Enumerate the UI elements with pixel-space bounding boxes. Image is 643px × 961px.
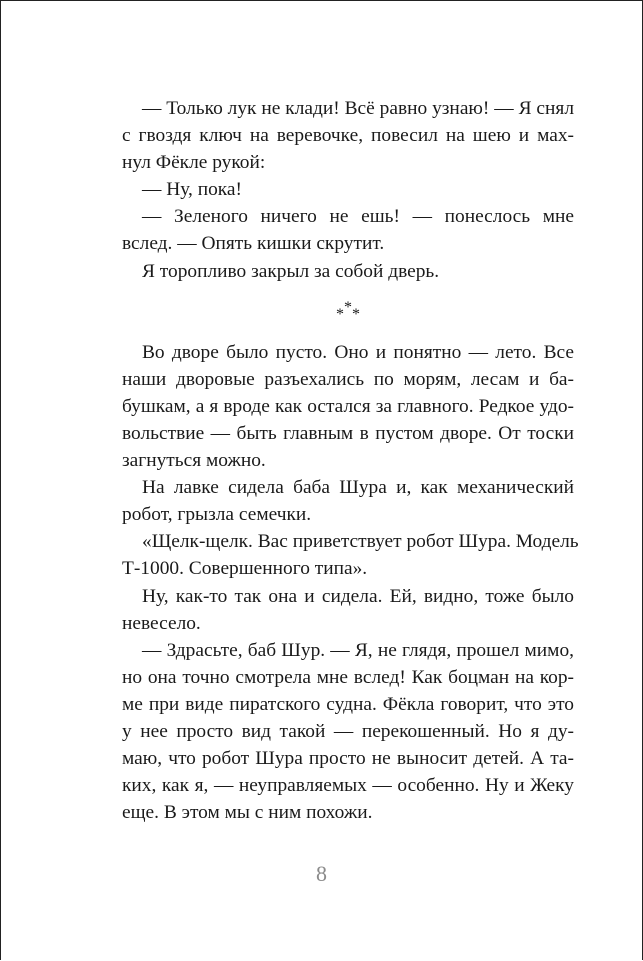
text-line: — Только лук не клади! Всё равно узнаю! — Я снял [142, 98, 574, 119]
text-line: Т-1000. Совершенного типа». [122, 558, 368, 580]
text-line: — Ну, пока! [142, 179, 242, 201]
text-line: «Щелк-щелк. Вас приветствует робот Шура. Модель [142, 531, 579, 553]
text-line: Я торопливо закрыл за собой дверь. [142, 260, 440, 282]
text-line: Ну, как-то так она и сидела. Ей, видно, тоже было [142, 585, 574, 607]
text-line: наши дворовые разъехались по морям, лесам и ба- [122, 368, 574, 390]
text-line: маю, что робот Шура просто не выносит детей. А та- [122, 748, 574, 770]
page-number: 8 [316, 861, 327, 886]
text-line: ме при виде пиратского судна. Фёкла говорит, что это [122, 693, 574, 715]
text-line: На лавке сидела баба Шура и, как механический [142, 477, 574, 499]
section-separator: *** [336, 298, 360, 323]
text-line: робот, грызла семечки. [122, 504, 312, 526]
text-line: с гвоздя ключ на веревочке, повесил на шею и мах- [122, 125, 574, 147]
text-line: — Зеленого ничего не ешь! — понеслось мне [142, 206, 574, 228]
text-line: ких, как я, — неуправляемых — особенно. Ну и Жеку [122, 775, 574, 797]
text-line: — Здрасьте, баб Шур. — Я, не глядя, прошел мимо, [142, 639, 574, 661]
text-line: невесело. [122, 612, 201, 634]
body-text [122, 95, 579, 826]
text-line: еще. В этом мы с ним похожи. [122, 802, 373, 824]
text-line: но она точно смотрела мне вслед! Как боцман на кор- [122, 666, 574, 688]
text-line: вслед. — Опять кишки скрутит. [122, 233, 385, 255]
text-line: Во дворе было пусто. Оно и понятно — лето. Все [142, 341, 574, 363]
text-line: загнуться можно. [122, 450, 266, 472]
text-line: нул Фёкле рукой: [122, 152, 266, 174]
text-line: вольствие — быть главным в пустом дворе. От тоски [122, 422, 574, 444]
text-line: у нее просто вид такой — перекошенный. Но я ду- [122, 720, 574, 742]
text-line: бушкам, а я вроде как остался за главного. Редкое удо- [122, 395, 574, 417]
